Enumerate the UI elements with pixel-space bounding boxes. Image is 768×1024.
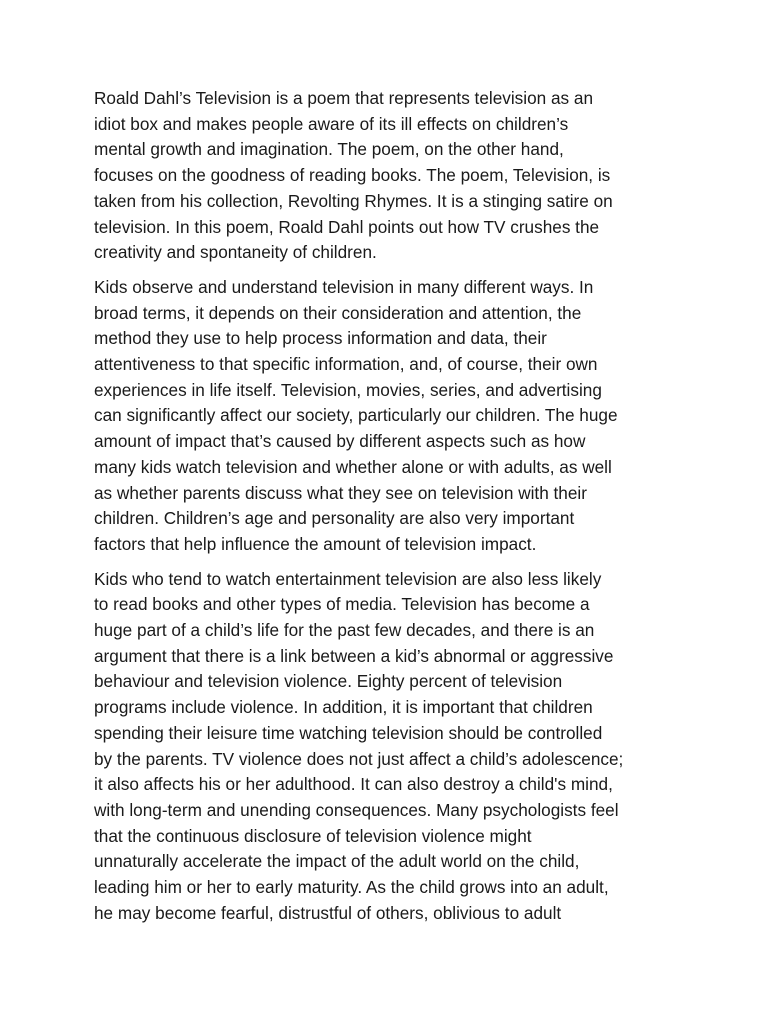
text-line: by the parents. TV violence does not just affect a child’s adolescence; — [94, 748, 624, 769]
text-line: method they use to help process information and data, their — [94, 328, 547, 349]
text-line: argument that there is a link between a kid’s abnormal or aggressive — [94, 645, 614, 666]
text-line: factors that help influence the amount of television impact. — [94, 533, 537, 554]
text-line: leading him or her to early maturity. As the child grows into an adult, — [94, 877, 609, 898]
text-line: creativity and spontaneity of children. — [94, 242, 377, 263]
text-line: it also affects his or her adulthood. It can also destroy a child's mind, — [94, 774, 613, 795]
text-line: spending their leisure time watching television should be controlled — [94, 722, 603, 743]
text-line: broad terms, it depends on their consideration and attention, the — [94, 302, 582, 323]
text-line: programs include violence. In addition, it is important that children — [94, 697, 593, 718]
paragraph-1 — [94, 86, 694, 266]
text-line: attentiveness to that specific information, and, of course, their own — [94, 354, 598, 375]
text-line: can significantly affect our society, particularly our children. The huge — [94, 405, 618, 426]
text-line: taken from his collection, Revolting Rhymes. It is a stinging satire on — [94, 190, 613, 211]
text-line: as whether parents discuss what they see on television with their — [94, 482, 587, 503]
text-line: idiot box and makes people aware of its ill effects on children’s — [94, 113, 569, 134]
text-line: children. Children’s age and personality are also very important — [94, 508, 575, 529]
text-line: to read books and other types of media. Television has become a — [94, 594, 590, 615]
text-line: unnaturally accelerate the impact of the adult world on the child, — [94, 851, 580, 872]
paragraph-3 — [94, 567, 694, 927]
document-page — [94, 86, 694, 936]
text-line: with long-term and unending consequences. Many psychologists feel — [94, 799, 619, 820]
text-line: he may become fearful, distrustful of others, oblivious to adult — [94, 902, 562, 923]
text-line: many kids watch television and whether alone or with adults, as well — [94, 456, 612, 477]
text-line: mental growth and imagination. The poem, on the other hand, — [94, 139, 564, 160]
text-line: that the continuous disclosure of television violence might — [94, 825, 532, 846]
text-line: Kids who tend to watch entertainment television are also less likely — [94, 568, 602, 589]
text-line: experiences in life itself. Television, movies, series, and advertising — [94, 379, 602, 400]
text-line: television. In this poem, Roald Dahl points out how TV crushes the — [94, 216, 600, 237]
text-line: behaviour and television violence. Eighty percent of television — [94, 671, 563, 692]
text-line: amount of impact that’s caused by different aspects such as how — [94, 431, 586, 452]
paragraph-2 — [94, 275, 694, 558]
text-line: Kids observe and understand television in many different ways. In — [94, 276, 594, 297]
text-line: Roald Dahl’s Television is a poem that represents television as an — [94, 88, 594, 108]
text-line: huge part of a child’s life for the past few decades, and there is an — [94, 620, 595, 641]
text-line: focuses on the goodness of reading books. The poem, Television, is — [94, 165, 611, 186]
